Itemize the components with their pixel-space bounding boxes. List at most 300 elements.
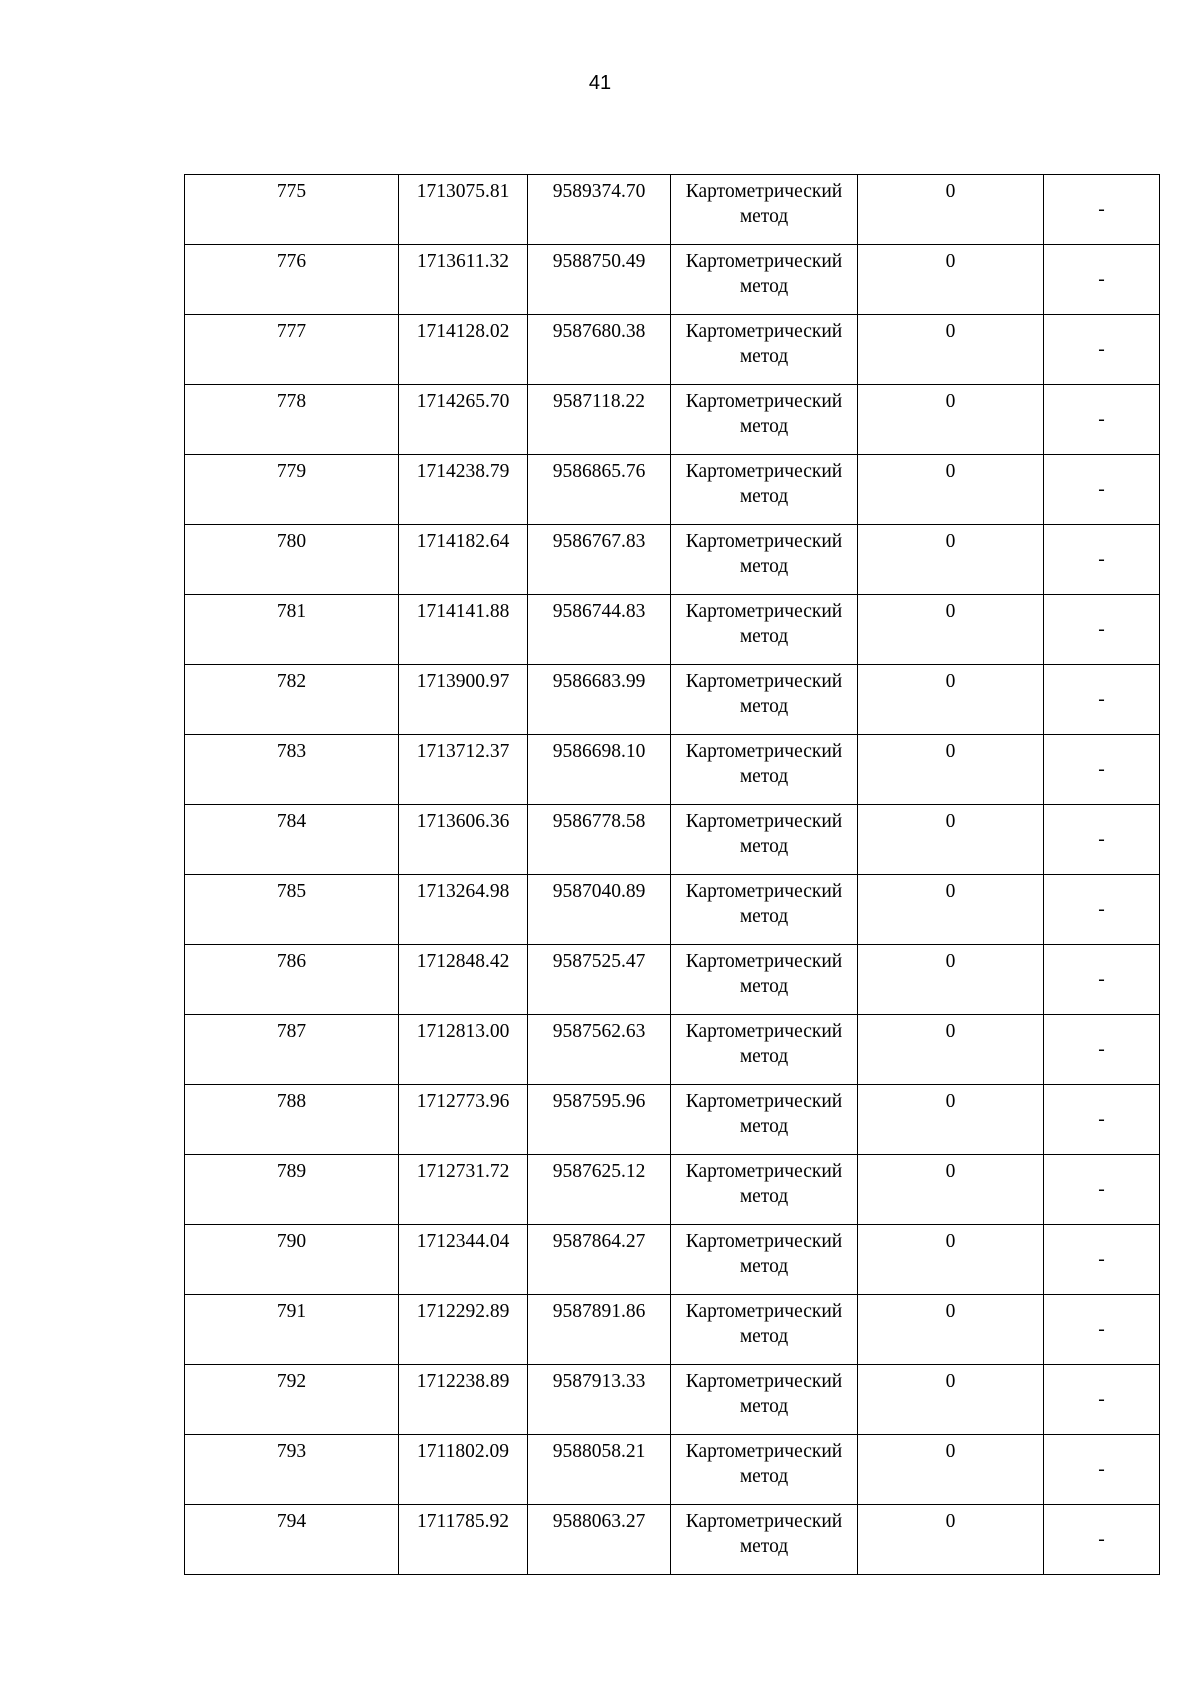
error-cell-text: 0: [945, 881, 956, 902]
extra-cell: [1044, 1435, 1160, 1505]
x-coordinate-cell-text: 1714238.79: [416, 461, 510, 482]
error-cell-text: 0: [945, 1091, 956, 1112]
y-coordinate-cell-text: 9586767.83: [552, 531, 646, 552]
extra-cell: [1044, 525, 1160, 595]
extra-cell-text: -: [1098, 759, 1105, 780]
x-coordinate-cell-text: 1713900.97: [416, 671, 510, 692]
x-coordinate-cell-text: 1712238.89: [416, 1371, 510, 1392]
method-line-2: метод: [739, 416, 789, 437]
x-coordinate-cell-text: 1714141.88: [416, 601, 510, 622]
y-coordinate-cell-text: 9587913.33: [552, 1371, 646, 1392]
x-coordinate-cell: [399, 805, 528, 875]
point-number-cell: [185, 735, 399, 805]
y-coordinate-cell-text: 9588058.21: [552, 1441, 646, 1462]
y-coordinate-cell: [528, 385, 671, 455]
error-cell-text: 0: [945, 1021, 956, 1042]
point-number-cell-text: 785: [276, 881, 307, 902]
extra-cell-text: -: [1098, 619, 1105, 640]
y-coordinate-cell: [528, 735, 671, 805]
point-number-cell: [185, 945, 399, 1015]
method-cell: [671, 385, 858, 455]
y-coordinate-cell: [528, 1085, 671, 1155]
table-row: [185, 1295, 1160, 1365]
extra-cell: [1044, 735, 1160, 805]
method-line-1: Картометрический: [685, 601, 843, 622]
point-number-cell-text: 793: [276, 1441, 307, 1462]
x-coordinate-cell-text: 1712292.89: [416, 1301, 510, 1322]
method-cell-text: [671, 1155, 857, 1209]
method-cell-text: [671, 385, 857, 439]
x-coordinate-cell: [399, 665, 528, 735]
point-number-cell: [185, 1505, 399, 1575]
method-line-2: метод: [739, 276, 789, 297]
y-coordinate-cell-text: 9587625.12: [552, 1161, 646, 1182]
extra-cell-text: -: [1098, 199, 1105, 220]
method-cell-text: [671, 175, 857, 229]
extra-cell: [1044, 1365, 1160, 1435]
method-cell-text: [671, 805, 857, 859]
method-line-1: Картометрический: [685, 321, 843, 342]
error-cell: [858, 455, 1044, 525]
x-coordinate-cell-text: 1713606.36: [416, 811, 510, 832]
method-cell-text: [671, 665, 857, 719]
method-cell: [671, 1225, 858, 1295]
method-line-2: метод: [739, 976, 789, 997]
method-line-1: Картометрический: [685, 1091, 843, 1112]
method-cell-text: [671, 1295, 857, 1349]
method-line-1: Картометрический: [685, 811, 843, 832]
extra-cell-text: -: [1098, 1459, 1105, 1480]
extra-cell: [1044, 875, 1160, 945]
x-coordinate-cell: [399, 1015, 528, 1085]
extra-cell-text: -: [1098, 689, 1105, 710]
x-coordinate-cell: [399, 735, 528, 805]
extra-cell: [1044, 805, 1160, 875]
table-row: [185, 175, 1160, 245]
extra-cell-text: -: [1098, 549, 1105, 570]
x-coordinate-cell: [399, 175, 528, 245]
extra-cell: [1044, 245, 1160, 315]
coordinates-table-body: [185, 175, 1160, 1575]
table-row: [185, 1225, 1160, 1295]
error-cell: [858, 175, 1044, 245]
method-cell: [671, 455, 858, 525]
y-coordinate-cell: [528, 1295, 671, 1365]
error-cell: [858, 945, 1044, 1015]
y-coordinate-cell: [528, 665, 671, 735]
point-number-cell: [185, 1155, 399, 1225]
point-number-cell: [185, 385, 399, 455]
extra-cell: [1044, 385, 1160, 455]
point-number-cell-text: 787: [276, 1021, 307, 1042]
error-cell-text: 0: [945, 811, 956, 832]
y-coordinate-cell-text: 9586778.58: [552, 811, 646, 832]
point-number-cell: [185, 175, 399, 245]
point-number-cell-text: 788: [276, 1091, 307, 1112]
point-number-cell-text: 776: [276, 251, 307, 272]
error-cell-text: 0: [945, 391, 956, 412]
table-row: [185, 1505, 1160, 1575]
extra-cell-text: -: [1098, 1109, 1105, 1130]
extra-cell-text: -: [1098, 1529, 1105, 1550]
x-coordinate-cell-text: 1712731.72: [416, 1161, 510, 1182]
point-number-cell: [185, 245, 399, 315]
method-line-2: метод: [739, 1536, 789, 1557]
x-coordinate-cell-text: 1713264.98: [416, 881, 510, 902]
x-coordinate-cell: [399, 525, 528, 595]
point-number-cell-text: 790: [276, 1231, 307, 1252]
method-cell: [671, 245, 858, 315]
method-cell: [671, 1435, 858, 1505]
extra-cell: [1044, 1225, 1160, 1295]
method-cell-text: [671, 1505, 857, 1559]
y-coordinate-cell-text: 9587864.27: [552, 1231, 646, 1252]
method-cell-text: [671, 1085, 857, 1139]
x-coordinate-cell-text: 1714182.64: [416, 531, 510, 552]
coordinates-table: [184, 174, 1160, 1575]
point-number-cell-text: 789: [276, 1161, 307, 1182]
method-line-1: Картометрический: [685, 391, 843, 412]
extra-cell: [1044, 1015, 1160, 1085]
extra-cell-text: -: [1098, 339, 1105, 360]
extra-cell: [1044, 175, 1160, 245]
method-cell: [671, 945, 858, 1015]
method-cell-text: [671, 455, 857, 509]
method-cell: [671, 175, 858, 245]
y-coordinate-cell-text: 9587891.86: [552, 1301, 646, 1322]
point-number-cell: [185, 1295, 399, 1365]
x-coordinate-cell: [399, 1085, 528, 1155]
y-coordinate-cell-text: 9587525.47: [552, 951, 646, 972]
x-coordinate-cell: [399, 945, 528, 1015]
table-row: [185, 1015, 1160, 1085]
method-cell-text: [671, 315, 857, 369]
y-coordinate-cell: [528, 945, 671, 1015]
y-coordinate-cell-text: 9588750.49: [552, 251, 646, 272]
method-line-1: Картометрический: [685, 251, 843, 272]
table-row: [185, 1435, 1160, 1505]
method-cell-text: [671, 875, 857, 929]
error-cell-text: 0: [945, 1161, 956, 1182]
point-number-cell: [185, 455, 399, 525]
table-row: [185, 455, 1160, 525]
y-coordinate-cell-text: 9586865.76: [552, 461, 646, 482]
y-coordinate-cell: [528, 315, 671, 385]
point-number-cell: [185, 665, 399, 735]
table-row: [185, 1155, 1160, 1225]
point-number-cell: [185, 525, 399, 595]
extra-cell-text: -: [1098, 899, 1105, 920]
extra-cell: [1044, 455, 1160, 525]
error-cell: [858, 595, 1044, 665]
y-coordinate-cell-text: 9588063.27: [552, 1511, 646, 1532]
table-row: [185, 1365, 1160, 1435]
x-coordinate-cell-text: 1712773.96: [416, 1091, 510, 1112]
y-coordinate-cell: [528, 1435, 671, 1505]
point-number-cell: [185, 595, 399, 665]
error-cell: [858, 735, 1044, 805]
point-number-cell-text: 783: [276, 741, 307, 762]
x-coordinate-cell-text: 1713712.37: [416, 741, 510, 762]
error-cell-text: 0: [945, 1511, 956, 1532]
point-number-cell-text: 779: [276, 461, 307, 482]
y-coordinate-cell: [528, 875, 671, 945]
method-line-2: метод: [739, 1466, 789, 1487]
x-coordinate-cell: [399, 1435, 528, 1505]
error-cell-text: 0: [945, 1231, 956, 1252]
extra-cell: [1044, 945, 1160, 1015]
x-coordinate-cell: [399, 1225, 528, 1295]
extra-cell: [1044, 1295, 1160, 1365]
extra-cell: [1044, 665, 1160, 735]
error-cell: [858, 1365, 1044, 1435]
method-cell-text: [671, 1015, 857, 1069]
y-coordinate-cell-text: 9587040.89: [552, 881, 646, 902]
method-cell: [671, 315, 858, 385]
y-coordinate-cell: [528, 525, 671, 595]
point-number-cell: [185, 805, 399, 875]
y-coordinate-cell: [528, 595, 671, 665]
point-number-cell: [185, 315, 399, 385]
y-coordinate-cell: [528, 1225, 671, 1295]
method-cell: [671, 1085, 858, 1155]
method-line-2: метод: [739, 1046, 789, 1067]
y-coordinate-cell-text: 9586698.10: [552, 741, 646, 762]
method-cell-text: [671, 945, 857, 999]
method-cell-text: [671, 245, 857, 299]
extra-cell-text: -: [1098, 1179, 1105, 1200]
method-line-2: метод: [739, 556, 789, 577]
table-row: [185, 945, 1160, 1015]
method-cell: [671, 805, 858, 875]
table-row: [185, 315, 1160, 385]
error-cell: [858, 1435, 1044, 1505]
x-coordinate-cell: [399, 315, 528, 385]
method-cell-text: [671, 1365, 857, 1419]
method-cell-text: [671, 525, 857, 579]
error-cell-text: 0: [945, 531, 956, 552]
method-line-2: метод: [739, 346, 789, 367]
point-number-cell: [185, 1015, 399, 1085]
method-line-2: метод: [739, 766, 789, 787]
method-cell: [671, 1505, 858, 1575]
error-cell-text: 0: [945, 671, 956, 692]
method-cell: [671, 1295, 858, 1365]
table-row: [185, 1085, 1160, 1155]
y-coordinate-cell: [528, 1365, 671, 1435]
method-line-2: метод: [739, 696, 789, 717]
method-cell: [671, 875, 858, 945]
point-number-cell-text: 778: [276, 391, 307, 412]
extra-cell: [1044, 1505, 1160, 1575]
method-line-2: метод: [739, 1256, 789, 1277]
y-coordinate-cell-text: 9589374.70: [552, 181, 646, 202]
point-number-cell-text: 794: [276, 1511, 307, 1532]
x-coordinate-cell-text: 1712344.04: [416, 1231, 510, 1252]
table-row: [185, 805, 1160, 875]
x-coordinate-cell: [399, 1505, 528, 1575]
method-line-1: Картометрический: [685, 881, 843, 902]
point-number-cell-text: 777: [276, 321, 307, 342]
error-cell-text: 0: [945, 251, 956, 272]
error-cell: [858, 805, 1044, 875]
error-cell: [858, 1085, 1044, 1155]
method-line-2: метод: [739, 486, 789, 507]
extra-cell-text: -: [1098, 829, 1105, 850]
method-cell: [671, 525, 858, 595]
method-line-1: Картометрический: [685, 671, 843, 692]
method-line-2: метод: [739, 906, 789, 927]
page-number: 41: [588, 72, 612, 94]
y-coordinate-cell: [528, 245, 671, 315]
x-coordinate-cell-text: 1714128.02: [416, 321, 510, 342]
x-coordinate-cell-text: 1712848.42: [416, 951, 510, 972]
method-line-1: Картометрический: [685, 1161, 843, 1182]
extra-cell-text: -: [1098, 1319, 1105, 1340]
point-number-cell-text: 782: [276, 671, 307, 692]
method-line-1: Картометрический: [685, 1441, 843, 1462]
extra-cell-text: -: [1098, 1389, 1105, 1410]
error-cell: [858, 385, 1044, 455]
extra-cell-text: -: [1098, 269, 1105, 290]
method-cell: [671, 735, 858, 805]
x-coordinate-cell-text: 1713611.32: [417, 251, 509, 272]
extra-cell: [1044, 595, 1160, 665]
error-cell: [858, 875, 1044, 945]
method-line-2: метод: [739, 1116, 789, 1137]
method-cell: [671, 1365, 858, 1435]
error-cell-text: 0: [945, 461, 956, 482]
method-line-1: Картометрический: [685, 741, 843, 762]
point-number-cell-text: 786: [276, 951, 307, 972]
extra-cell: [1044, 315, 1160, 385]
point-number-cell-text: 780: [276, 531, 307, 552]
x-coordinate-cell: [399, 385, 528, 455]
point-number-cell: [185, 1435, 399, 1505]
table-row: [185, 595, 1160, 665]
table-row: [185, 875, 1160, 945]
method-line-1: Картометрический: [685, 461, 843, 482]
y-coordinate-cell: [528, 1015, 671, 1085]
method-cell: [671, 1155, 858, 1225]
method-line-1: Картометрический: [685, 1371, 843, 1392]
x-coordinate-cell: [399, 245, 528, 315]
table-row: [185, 245, 1160, 315]
table-row: [185, 525, 1160, 595]
method-cell: [671, 665, 858, 735]
method-line-2: метод: [739, 1186, 789, 1207]
extra-cell-text: -: [1098, 409, 1105, 430]
point-number-cell: [185, 1365, 399, 1435]
error-cell: [858, 245, 1044, 315]
error-cell-text: 0: [945, 951, 956, 972]
error-cell-text: 0: [945, 321, 956, 342]
point-number-cell-text: 781: [276, 601, 307, 622]
x-coordinate-cell-text: 1711785.92: [417, 1511, 509, 1532]
point-number-cell-text: 791: [276, 1301, 307, 1322]
extra-cell-text: -: [1098, 1039, 1105, 1060]
table-row: [185, 665, 1160, 735]
y-coordinate-cell: [528, 1155, 671, 1225]
point-number-cell: [185, 1225, 399, 1295]
x-coordinate-cell-text: 1712813.00: [416, 1021, 510, 1042]
method-line-2: метод: [739, 206, 789, 227]
error-cell-text: 0: [945, 741, 956, 762]
y-coordinate-cell: [528, 1505, 671, 1575]
method-line-1: Картометрический: [685, 1511, 843, 1532]
extra-cell-text: -: [1098, 1249, 1105, 1270]
y-coordinate-cell-text: 9587118.22: [553, 391, 645, 412]
x-coordinate-cell-text: 1713075.81: [416, 181, 510, 202]
method-line-1: Картометрический: [685, 1021, 843, 1042]
method-line-1: Картометрический: [685, 181, 843, 202]
point-number-cell-text: 784: [276, 811, 307, 832]
x-coordinate-cell: [399, 1295, 528, 1365]
x-coordinate-cell: [399, 875, 528, 945]
extra-cell: [1044, 1085, 1160, 1155]
y-coordinate-cell-text: 9586683.99: [552, 671, 646, 692]
y-coordinate-cell-text: 9586744.83: [552, 601, 646, 622]
point-number-cell: [185, 875, 399, 945]
method-line-2: метод: [739, 836, 789, 857]
error-cell: [858, 1225, 1044, 1295]
x-coordinate-cell-text: 1711802.09: [417, 1441, 509, 1462]
error-cell: [858, 315, 1044, 385]
method-line-1: Картометрический: [685, 951, 843, 972]
point-number-cell: [185, 1085, 399, 1155]
error-cell: [858, 1505, 1044, 1575]
error-cell-text: 0: [945, 1441, 956, 1462]
y-coordinate-cell: [528, 805, 671, 875]
method-line-2: метод: [739, 1326, 789, 1347]
method-cell-text: [671, 1225, 857, 1279]
x-coordinate-cell: [399, 595, 528, 665]
method-cell: [671, 1015, 858, 1085]
y-coordinate-cell: [528, 455, 671, 525]
y-coordinate-cell-text: 9587595.96: [552, 1091, 646, 1112]
y-coordinate-cell: [528, 175, 671, 245]
error-cell: [858, 665, 1044, 735]
method-line-1: Картометрический: [685, 1301, 843, 1322]
x-coordinate-cell-text: 1714265.70: [416, 391, 510, 412]
x-coordinate-cell: [399, 1155, 528, 1225]
error-cell: [858, 525, 1044, 595]
point-number-cell-text: 775: [276, 181, 307, 202]
method-line-2: метод: [739, 626, 789, 647]
error-cell-text: 0: [945, 1301, 956, 1322]
method-line-1: Картометрический: [685, 1231, 843, 1252]
method-cell-text: [671, 595, 857, 649]
point-number-cell-text: 792: [276, 1371, 307, 1392]
method-cell: [671, 595, 858, 665]
error-cell: [858, 1155, 1044, 1225]
error-cell: [858, 1015, 1044, 1085]
y-coordinate-cell-text: 9587562.63: [552, 1021, 646, 1042]
extra-cell-text: -: [1098, 969, 1105, 990]
method-line-2: метод: [739, 1396, 789, 1417]
error-cell-text: 0: [945, 1371, 956, 1392]
x-coordinate-cell: [399, 1365, 528, 1435]
table-row: [185, 385, 1160, 455]
error-cell-text: 0: [945, 601, 956, 622]
y-coordinate-cell-text: 9587680.38: [552, 321, 646, 342]
method-cell-text: [671, 1435, 857, 1489]
error-cell-text: 0: [945, 181, 956, 202]
x-coordinate-cell: [399, 455, 528, 525]
error-cell: [858, 1295, 1044, 1365]
method-cell-text: [671, 735, 857, 789]
extra-cell: [1044, 1155, 1160, 1225]
